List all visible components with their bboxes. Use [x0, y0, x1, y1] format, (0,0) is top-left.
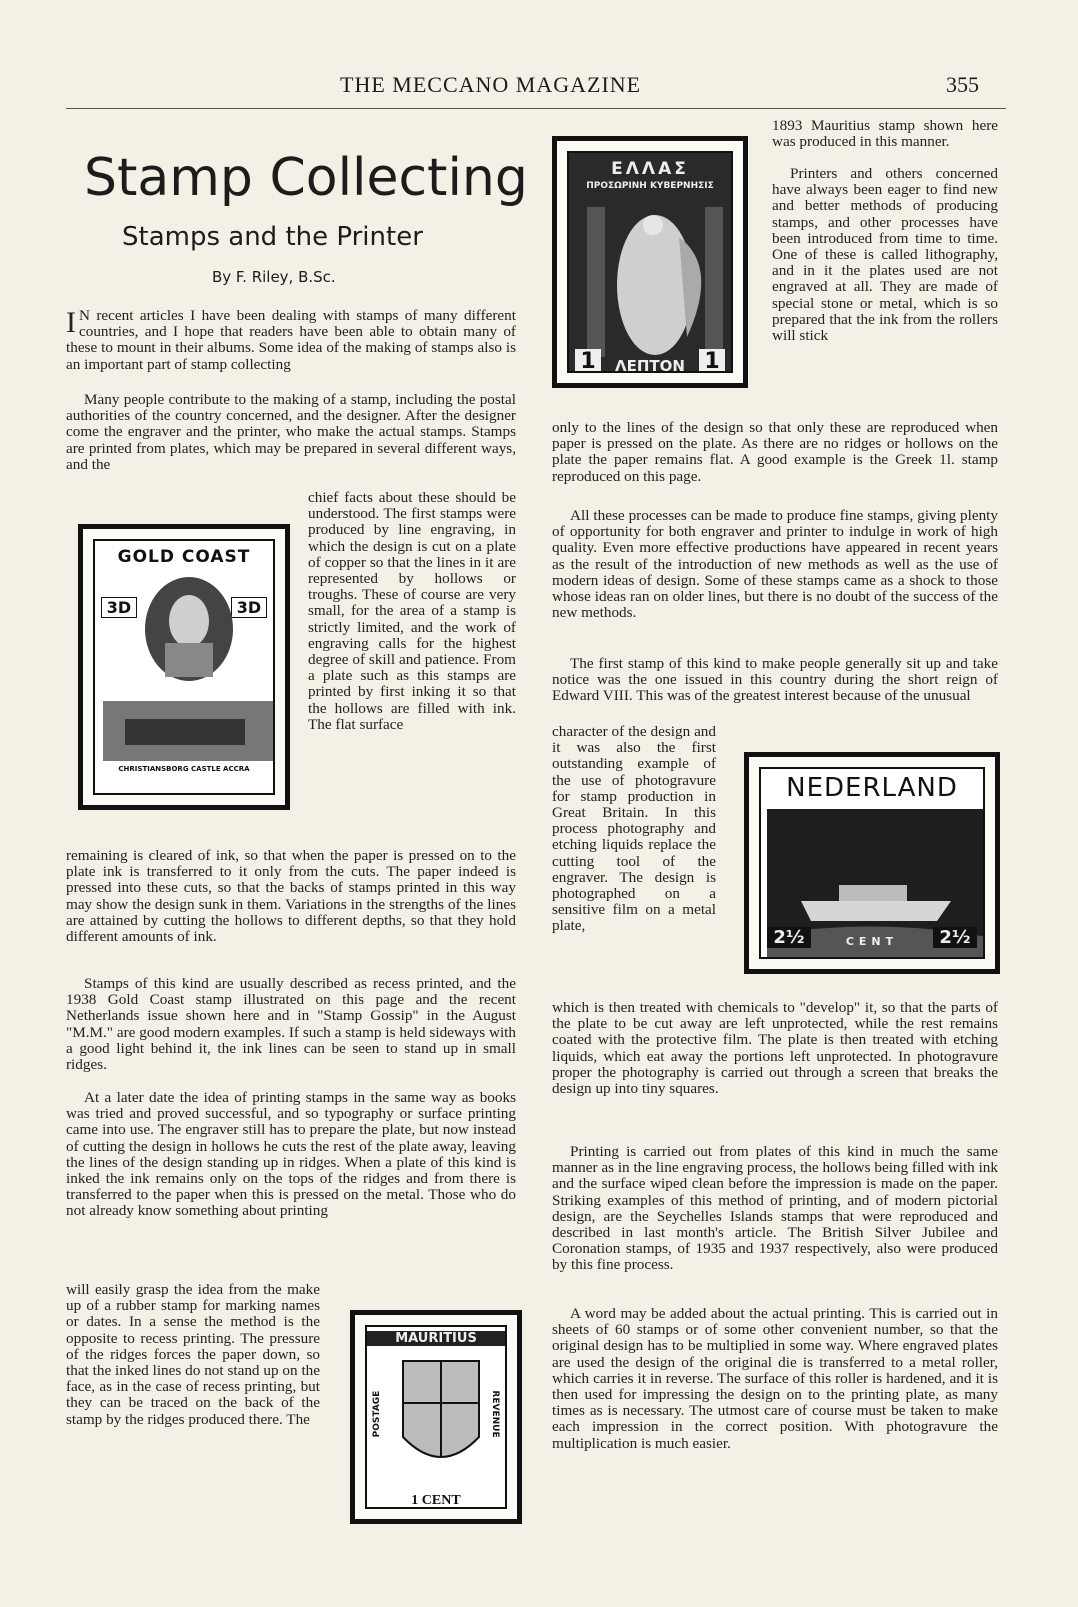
gold-coast-caption: CHRISTIANSBORG CASTLE ACCRA	[118, 765, 250, 773]
header-rule	[66, 108, 1006, 109]
magazine-header: THE MECCANO MAGAZINE	[340, 72, 642, 97]
mauritius-coat-of-arms	[367, 1327, 507, 1509]
paragraph-2b: chief facts about these should be understood. The first stamps were produced by line engraving, in which the design is cut on a plate of copper so that the lines in it are represented by hollows or troughs. These of course are very small, for the area of a stamp is strictly limited, and the work of engraving calls for the highest degree of skill and patience. From a plate such as this stamps are printed by first inking it so that the hollows are filled with ink. The flat surface	[308, 489, 516, 733]
paragraph-r4: The first stamp of this kind to make people generally sit up and take notice was the one issued in this country during the short reign of Edward VIII. This was of the greatest interest because of the unusual	[552, 655, 998, 705]
greek-stamp	[552, 136, 748, 388]
greek-stamp-country: ΕΛΛΑΣ	[611, 159, 689, 179]
article-title: Stamp Collecting	[84, 148, 528, 208]
paragraph-r2: Printers and others concerned have always been eager to find new and better methods of producing stamps, and other processes have been introduced from time to time. One of these is called lithography, and in it the plates used are not engraved at all. They are made of special stone or metal, which is so prepared that the ink from the rollers will stick	[772, 165, 998, 345]
paragraph-2: Many people contribute to the making of a stamp, including the postal authorities of the country concerned, and the designer. After the designer come the engraver and the printer, who make the actual stamps. Stamps are printed from plates, which may be prepared in several different ways, and the	[66, 391, 516, 473]
greek-stamp-figure	[569, 197, 733, 373]
paragraph-r1: 1893 Mauritius stamp shown here was produced in this manner.	[772, 117, 998, 151]
paragraph-r5: Printing is carried out from plates of this kind in much the same manner as in the line engraving process, the hollows being filled with ink and the surface wiped clean before the impression is made on the paper. Striking examples of this method of printing, and of modern pictorial design, are the Seychelles Islands stamps that were reproduced and described in last month's article. The British Silver Jubilee and Coronation stamps, of 1935 and 1937 respectively, also were produced by this fine process.	[552, 1143, 998, 1274]
greek-stamp-denomination: ΛΕΠΤΟΝ	[615, 357, 685, 373]
article-subtitle: Stamps and the Printer	[122, 222, 423, 252]
greek-stamp-value-right: 1	[699, 349, 725, 373]
mauritius-stamp	[350, 1310, 522, 1524]
netherlands-country: NEDERLAND	[786, 773, 958, 803]
paragraph-r4b: character of the design and it was also the first outstanding example of the use of photogravure for stamp production in Great Britain. In this process photography and etching liquids replace the cutting tool of the engraver. The design is photographed on a sensitive film on a metal plate,	[552, 723, 716, 935]
netherlands-value-left: 2½	[767, 927, 811, 948]
mauritius-left-text: POSTAGE	[372, 1390, 382, 1438]
gold-coast-value-left: 3D	[101, 597, 137, 618]
paragraph-2c: remaining is cleared of ink, so that when the paper is pressed on to the plate ink is transferred to it only from the cuts. The paper indeed is pressed into these cuts, so that the backs of stamps printed in this way may show the design sunk in them. Variations in the strengths of the lines are attained by cutting the hollows to different depths, so that they hold different amounts of ink.	[66, 847, 516, 946]
paragraph-3: Stamps of this kind are usually described as recess printed, and the 1938 Gold Coast stamp illustrated on this page and the recent Netherlands issue shown here and in "Stamp Gossip" in the August "M.M." are good modern examples. If such a stamp is held sideways with a good light behind it, the ink lines can be seen to stand up in small ridges.	[66, 975, 516, 1074]
paragraph-r4c: which is then treated with chemicals to "develop" it, so that the parts of the plate to be cut away are left unprotected, while the rest remains coated with the protective film. The plate is then treated with etching liquids, which eat away the portions left unprotected. In photogravure proper the photography is carried out through a screen that breaks the design up into tiny squares.	[552, 999, 998, 1098]
gold-coast-value-right: 3D	[231, 597, 267, 618]
byline: By F. Riley, B.Sc.	[212, 268, 336, 286]
paragraph-r3: All these processes can be made to produce fine stamps, giving plenty of opportunity for both engraver and printer to indulge in work of high quality. Even more effective productions have appeared in recent years as the result of the introduction of new methods as well as the use of modern ideas of design. Some of these stamps came as a shock to those whose ideas ran on older lines, but there is no doubt of the success of the new methods.	[552, 507, 998, 622]
greek-stamp-overprint: ΠΡΟΣΩΡΙΝΗ ΚΥΒΕΡΝΗΣΙΣ	[586, 181, 714, 191]
gold-coast-stamp	[78, 524, 290, 810]
paragraph-intro-text: N recent articles I have been dealing with stamps of many different countries, and I hope that readers have been able to obtain many of these to mount in their albums. Some idea of the making of stamps also is an important part of stamp collecting	[66, 307, 516, 373]
gold-coast-country: GOLD COAST	[117, 547, 251, 567]
greek-stamp-value-left: 1	[575, 349, 601, 373]
mauritius-right-text: REVENUE	[490, 1390, 500, 1438]
mauritius-denomination: 1 CENT	[411, 1493, 461, 1508]
paragraph-4b: will easily grasp the idea from the make up of a rubber stamp for marking names or dates. In a sense the method is the opposite to recess printing. The pressure of the ridges forces the paper down, so that the inked lines do not stand up on the face, as in the case of recess printing, but they can be traced on the back of the stamp by the ridges produced there. The	[66, 1281, 320, 1428]
netherlands-value-right: 2½	[933, 927, 977, 948]
gold-coast-portrait	[95, 541, 275, 791]
mauritius-country: MAURITIUS	[367, 1331, 505, 1346]
drop-cap: I	[66, 306, 76, 339]
paragraph-r6: A word may be added about the actual printing. This is carried out in sheets of 60 stamps or of some other convenient number, so that the original design has to be multiplied in some way. Where engraved plates are used the design of the original die is transferred to a metal roller, which carries it in reverse. The surface of this roller is hardened, and it is then used for impressing the design on to the printing plate, as many times as is necessary. The utmost care of course must be taken to make each impression in the correct position. With photogravure the multiplication is much easier.	[552, 1305, 998, 1452]
netherlands-stamp	[744, 752, 1000, 974]
paragraph-4: At a later date the idea of printing stamps in the same way as books was tried and proved successful, and so typography or surface printing came into use. The engraver still has to prepare the plate, but now instead of cutting the design in hollows he cuts the rest of the plate away, leaving the lines of the design standing up in ridges. When a plate of this kind is inked the ink remains only on the tops of the ridges and from there is transferred to the paper when this is pressed on the metal. Those who do not already know something about printing	[66, 1089, 516, 1220]
paragraph-r2b: only to the lines of the design so that only these are reproduced when paper is pressed on the plate. As there are no ridges or hollows on the plate the paper remains flat. A good example is the Greek 1l. stamp reproduced on this page.	[552, 419, 998, 485]
netherlands-denomination: CENT	[845, 935, 899, 948]
paragraph-intro	[66, 308, 516, 373]
page-number: 355	[946, 72, 979, 97]
